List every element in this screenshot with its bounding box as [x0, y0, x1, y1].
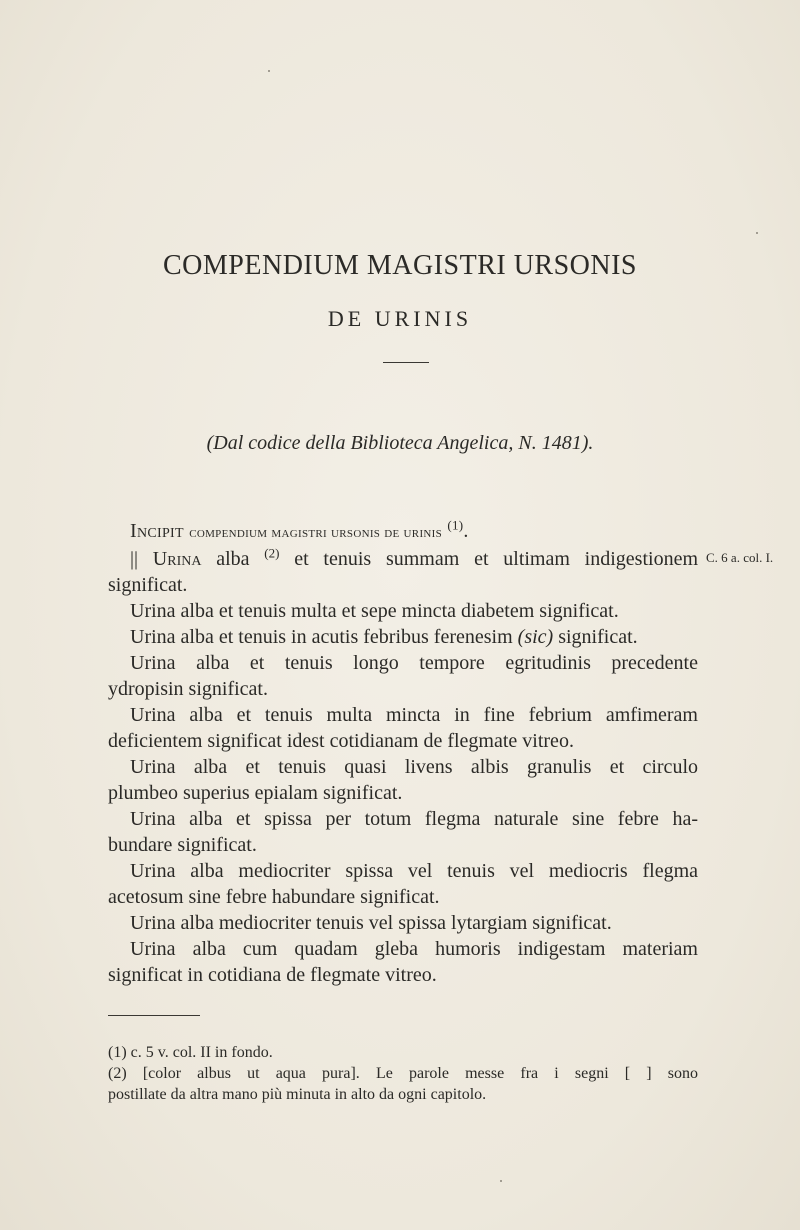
- page-subtitle: DE URINIS: [327, 306, 473, 331]
- footnotes: [108, 1042, 698, 1105]
- paragraph-8-line-2: acetosum sine febre habundare significat.: [108, 886, 440, 908]
- paragraph-10-line-1: Urina alba cum quadam gleba humoris indigestam materiam: [130, 938, 698, 960]
- footnote-ref-1: (1): [447, 517, 464, 533]
- paragraph-10-line-2: significat in cotidiana de flegmate vitreo.: [108, 964, 437, 986]
- paragraph-1-text-a: alba: [216, 548, 250, 570]
- footnote-2-mark: (2): [108, 1065, 127, 1082]
- incipit-word: Incipit: [130, 520, 184, 542]
- page-title: COMPENDIUM MAGISTRI URSONIS: [163, 250, 637, 281]
- footnote-2-line-1: [108, 1063, 698, 1084]
- lead-word: Urina: [152, 548, 202, 570]
- paragraph-6-line-2: plumbeo superius epialam significat.: [108, 782, 403, 804]
- incipit-rest: compendium magistri ursonis de urinis: [189, 525, 443, 541]
- section-marker: ||: [130, 548, 139, 570]
- footnote-1: [108, 1042, 698, 1063]
- footnote-1-mark: (1): [108, 1044, 127, 1061]
- title-divider: [383, 362, 429, 363]
- paragraph-4-line-2: ydropisin significat.: [108, 678, 268, 700]
- paragraph-9: Urina alba mediocriter tenuis vel spissa lytargiam significat.: [130, 912, 612, 934]
- paragraph-3-text-a: Urina alba et tenuis in acutis febribus ferenesim: [130, 626, 513, 648]
- paragraph-1-text-b: et tenuis summam et ultimam indigestionem: [294, 548, 699, 570]
- sic-marker: (sic): [517, 626, 554, 648]
- footnote-1-text: c. 5 v. col. II in fondo.: [130, 1044, 273, 1061]
- paragraph-1-line-2: significat.: [108, 574, 188, 596]
- paragraph-8-line-1: Urina alba mediocriter spissa vel tenuis vel mediocris flegma: [130, 860, 698, 882]
- paragraph-2: Urina alba et tenuis multa et sepe mincta diabetem significat.: [130, 600, 619, 622]
- paragraph-5-line-2: deficientem significat idest cotidianam de flegmate vitreo.: [108, 730, 574, 752]
- footnote-divider: [108, 1015, 200, 1016]
- incipit-line: Incipit compendium magistri ursonis de urinis $^{(1)}$.: [130, 517, 469, 542]
- paper-speck: [756, 232, 758, 234]
- source-note: (Dal codice della Biblioteca Angelica, N. 1481).: [206, 432, 594, 454]
- footnote-ref-2: (2): [264, 545, 280, 561]
- paper-speck: [268, 70, 270, 72]
- paragraph-1-line-1: [108, 546, 698, 572]
- paragraph-3: [108, 624, 698, 650]
- paper-speck: [500, 1180, 502, 1182]
- paragraph-3-text-b: significat.: [558, 626, 638, 648]
- footnote-2-text-a: [color albus ut aqua pura]. Le parole messe fra i segni [ ] sono: [142, 1065, 698, 1082]
- paragraph-5-line-1: Urina alba et tenuis multa mincta in fine febrium amfimeram: [130, 704, 698, 726]
- paragraph-7-line-2: bundare significat.: [108, 834, 257, 856]
- main-text: [108, 518, 698, 988]
- paragraph-4-line-1: Urina alba et tenuis longo tempore egritudinis precedente: [130, 652, 698, 674]
- footnote-2-line-2: postillate da altra mano più minuta in alto da ogni capitolo.: [108, 1086, 487, 1103]
- margin-note: C. 6 a. col. I.: [706, 550, 774, 565]
- paragraph-7-line-1: Urina alba et spissa per totum flegma naturale sine febre ha-: [130, 808, 698, 830]
- paragraph-6-line-1: Urina alba et tenuis quasi livens albis granulis et circulo: [130, 756, 698, 778]
